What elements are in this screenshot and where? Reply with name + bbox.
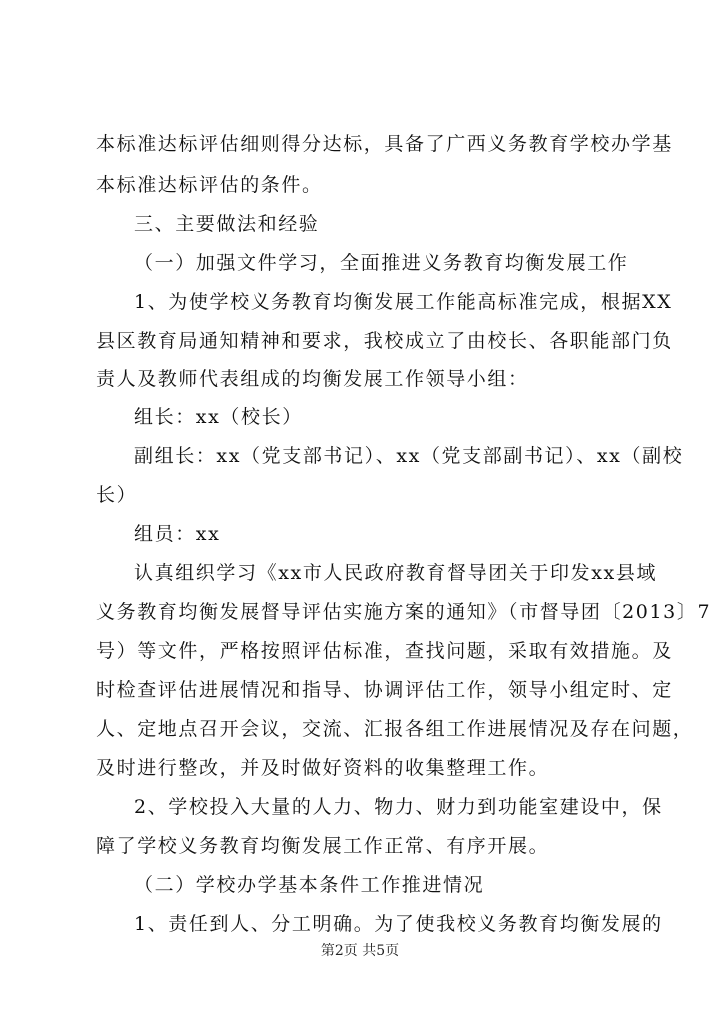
paragraph-line: 1、责任到人、分工明确。为了使我校义务教育均衡发展的 bbox=[134, 913, 663, 935]
paragraph-line: 本标准达标评估细则得分达标，具备了广西义务教育学校办学基 bbox=[96, 133, 673, 155]
paragraph-line: 时检查评估进展情况和指导、协调评估工作，领导小组定时、定 bbox=[96, 679, 673, 701]
paragraph-line: 长） bbox=[96, 484, 138, 506]
paragraph-line: 认真组织学习《xx市人民政府教育督导团关于印发xx县域 bbox=[134, 562, 658, 584]
paragraph-line: 组员：xx bbox=[134, 523, 221, 545]
paragraph-line: 及时进行整改，并及时做好资料的收集整理工作。 bbox=[96, 757, 550, 779]
page-footer: 第2页 共5页 bbox=[320, 943, 400, 959]
paragraph-line: 副组长：xx（党支部书记）、xx（党支部副书记）、xx（副校 bbox=[134, 445, 684, 467]
paragraph-line: 县区教育局通知精神和要求，我校成立了由校长、各职能部门负 bbox=[96, 330, 673, 352]
paragraph-line: 义务教育均衡发展督导评估实施方案的通知》（市督导团〔2013〕7 bbox=[96, 601, 712, 623]
paragraph-line: 本标准达标评估的条件。 bbox=[96, 174, 323, 196]
paragraph-line: 号）等文件，严格按照评估标准，查找问题，采取有效措施。及 bbox=[96, 640, 673, 662]
paragraph-line: 2、学校投入大量的人力、物力、财力到功能室建设中，保 bbox=[134, 796, 663, 818]
paragraph-line: 责人及教师代表组成的均衡发展工作领导小组： bbox=[96, 368, 529, 390]
paragraph-line: 组长：xx（校长） bbox=[134, 406, 303, 428]
subsection-heading: （二）学校办学基本条件工作推进情况 bbox=[134, 874, 485, 896]
section-heading: 三、主要做法和经验 bbox=[134, 213, 320, 235]
subsection-heading: （一）加强文件学习，全面推进义务教育均衡发展工作 bbox=[134, 252, 629, 274]
paragraph-line: 障了学校义务教育均衡发展工作正常、有序开展。 bbox=[96, 835, 550, 857]
paragraph-line: 1、为使学校义务教育均衡发展工作能高标准完成，根据XX bbox=[134, 291, 673, 313]
paragraph-line: 人、定地点召开会议，交流、汇报各组工作进展情况及存在问题， bbox=[96, 718, 694, 740]
